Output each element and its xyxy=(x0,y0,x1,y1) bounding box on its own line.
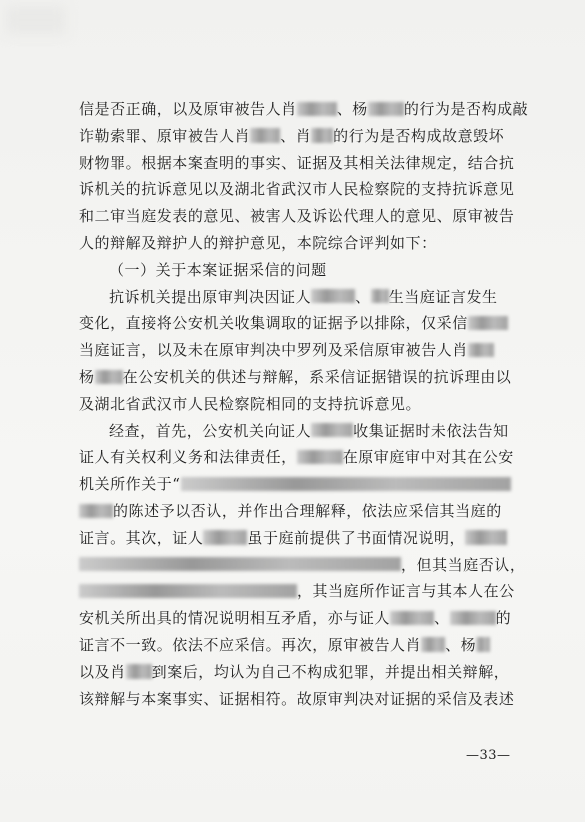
text-segment: 变化，直接将公安机关收集调取的证据予以排除，仅采信 xyxy=(79,314,468,333)
text-line xyxy=(79,444,514,471)
redacted-name xyxy=(476,637,490,651)
text-segment: 的行为是否构成敲 xyxy=(403,100,529,118)
redacted-name xyxy=(371,289,389,303)
text-segment: 、杨 xyxy=(336,100,368,118)
text-line xyxy=(79,552,526,579)
text-segment: 的 xyxy=(495,609,512,628)
text-line xyxy=(79,203,515,230)
text-line xyxy=(79,418,511,445)
text-segment: 以及肖 xyxy=(79,662,126,681)
redacted-name xyxy=(297,450,343,464)
redacted-name xyxy=(468,316,508,330)
text-segment: 及湖北省武汉市人民检察院相同的支持抗诉意见。 xyxy=(79,394,422,413)
text-segment: 在公安机关的供述与辩解，系采信证据错误的抗诉理由以 xyxy=(122,367,512,386)
redacted-name xyxy=(311,289,355,303)
redacted-name xyxy=(450,611,496,625)
text-segment: 和二审当庭发表的意见、被害人及诉讼代理人的意见、原审被告 xyxy=(79,207,515,226)
text-segment: 虽于庭前提供了书面情况说明， xyxy=(247,528,466,547)
text-line xyxy=(79,123,511,150)
text-segment: 信是否正确，以及原审被告人肖 xyxy=(79,100,297,118)
text-segment: 当庭证言，以及未在原审判决中罗列及采信原审被告人肖 xyxy=(79,341,468,360)
text-line xyxy=(79,337,511,364)
text-segment: （一）关于本案证据采信的问题 xyxy=(109,260,327,279)
redacted-name xyxy=(79,557,401,571)
redacted-name xyxy=(311,423,353,437)
scan-corner-smudge xyxy=(6,6,66,34)
text-line xyxy=(79,150,515,177)
text-line xyxy=(79,525,511,552)
text-line xyxy=(79,230,511,257)
text-segment: 安机关所出具的情况说明相互矛盾，亦与证人 xyxy=(79,609,391,628)
text-segment: 生当庭证言发生 xyxy=(388,287,498,306)
redacted-name xyxy=(465,530,507,544)
text-line xyxy=(79,578,515,605)
text-segment: 在原审庭审中对其在公安 xyxy=(342,448,514,467)
text-segment: 证人有关权利义务和法律责任， xyxy=(79,448,297,467)
text-segment: 抗诉机关提出原审判决因证人 xyxy=(109,287,312,306)
text-line xyxy=(79,257,511,284)
text-segment: 该辩解与本案事实、证据相符。故原审判决对证据的采信及表述 xyxy=(79,689,515,708)
text-line xyxy=(79,632,511,659)
text-line xyxy=(79,498,511,525)
text-line xyxy=(79,686,515,713)
redacted-name xyxy=(95,370,123,384)
judgment-body-text xyxy=(79,96,529,712)
text-line xyxy=(79,310,511,337)
redacted-name xyxy=(297,102,337,116)
text-segment: 的陈述予以否认，并作出合理解释，依法应采信其当庭的 xyxy=(113,501,502,520)
text-line xyxy=(79,96,529,123)
text-line xyxy=(79,284,511,311)
text-segment: ，但其当庭否认， xyxy=(401,555,526,574)
text-line xyxy=(79,659,511,686)
text-segment: 人的辩解及辩护人的辩护意见，本院综合评判如下： xyxy=(79,233,437,252)
redacted-name xyxy=(368,102,404,116)
text-segment: 诉机关的抗诉意见以及湖北省武汉市人民检察院的支持抗诉意见 xyxy=(79,180,515,199)
text-segment: ，其当庭所作证言与其本人在公 xyxy=(297,582,515,601)
text-segment: 、杨 xyxy=(445,635,477,654)
redacted-name xyxy=(79,584,297,598)
text-segment: 证言。其次，证人 xyxy=(79,528,204,547)
redacted-name xyxy=(468,343,494,357)
text-segment: 收集证据时未依法告知 xyxy=(353,421,509,440)
text-segment: 杨 xyxy=(79,367,95,386)
text-segment: 证言不一致。依法不应采信。再次，原审被告人肖 xyxy=(79,635,422,654)
text-line xyxy=(79,176,515,203)
redacted-name xyxy=(126,664,152,678)
text-segment: 、肖 xyxy=(280,126,312,145)
page-number: —33— xyxy=(466,748,511,763)
text-segment: 、 xyxy=(434,609,450,628)
redacted-name xyxy=(250,128,280,142)
redacted-name xyxy=(421,637,445,651)
text-segment: 、 xyxy=(355,287,371,306)
text-segment: 诈勒索罪、原审被告人肖 xyxy=(79,126,251,145)
text-line xyxy=(79,364,511,391)
text-segment: 经查，首先，公安机关向证人 xyxy=(109,421,312,440)
redacted-name xyxy=(203,530,247,544)
redacted-name xyxy=(390,611,434,625)
text-segment: 机关所作关于“ xyxy=(79,475,181,494)
text-line xyxy=(79,471,511,498)
text-segment: 财物罪。根据本案查明的事实、证据及其相关法律规定，结合抗 xyxy=(79,153,515,172)
redacted-name xyxy=(79,504,113,518)
redacted-name xyxy=(311,128,333,142)
redacted-name xyxy=(181,477,511,491)
text-segment: 的行为是否构成故意毁坏 xyxy=(333,126,505,145)
text-line xyxy=(79,391,511,418)
text-segment: 到案后，均认为自己不构成犯罪，并提出相关辩解， xyxy=(151,662,510,681)
text-line xyxy=(79,605,511,632)
